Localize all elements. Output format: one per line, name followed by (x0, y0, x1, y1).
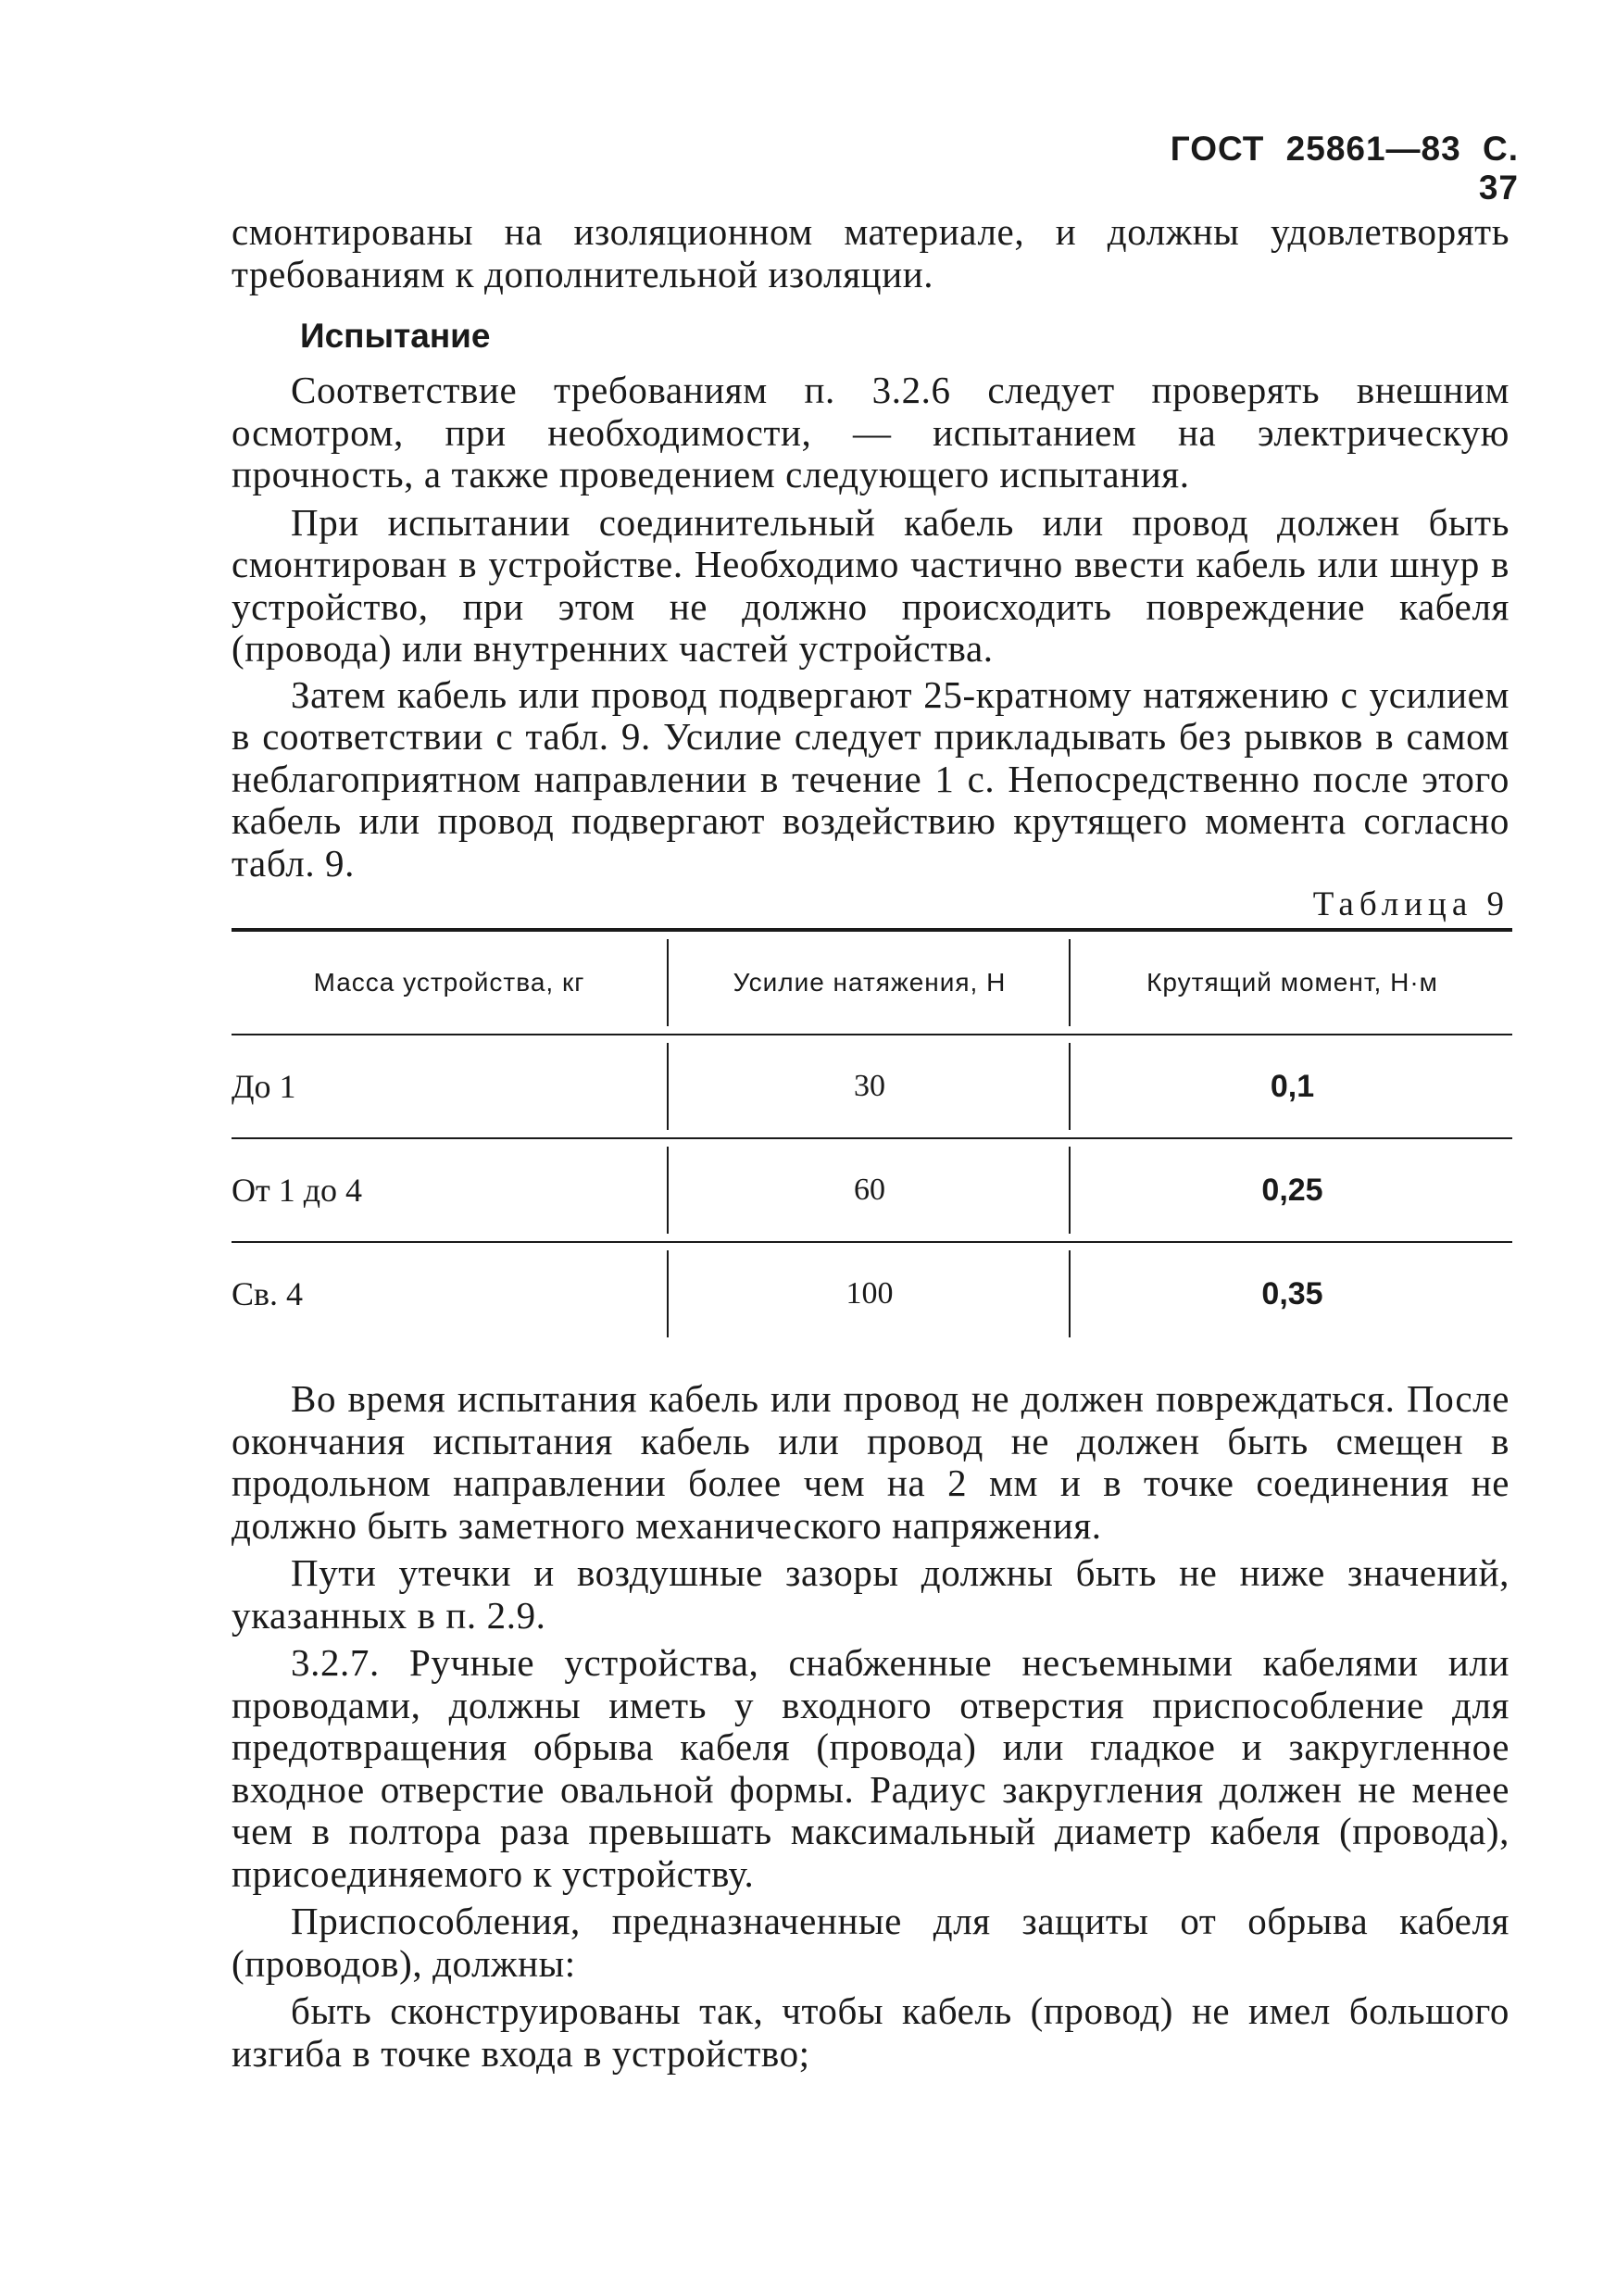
table-caption: Таблица 9 (1312, 885, 1510, 923)
paragraph-1: Соответствие требованиям п. 3.2.6 следует проверять внешним осмотром, при необходимости, — испытанием на электрическую прочность, а также проведением следующего испытания. (232, 369, 1510, 496)
paragraph-8: быть сконструированы так, чтобы кабель (провод) не имел большого изгиба в точке входа в устройство; (232, 1989, 1510, 2075)
page-header (1121, 130, 1519, 207)
paragraph-5: Пути утечки и воздушные зазоры должны быть не ниже значений, указанных в п. 2.9. (232, 1551, 1510, 1637)
section-heading: Испытание (300, 317, 491, 355)
column-divider (1069, 1147, 1071, 1234)
column-divider (667, 939, 669, 1026)
cell-force: 60 (854, 1173, 885, 1207)
text-block-top (232, 211, 1510, 885)
table-row (232, 1035, 1512, 1139)
header-cell-torque: Крутящий момент, Н·м (1146, 968, 1438, 997)
cell-mass: От 1 до 4 (232, 1172, 363, 1209)
column-divider (1069, 1250, 1071, 1337)
header-number: 25861—83 (1285, 130, 1461, 168)
table-row (232, 1139, 1512, 1243)
column-divider (667, 1147, 669, 1234)
column-divider (1069, 939, 1071, 1026)
header-gost: ГОСТ (1170, 130, 1265, 168)
cell-mass: Св. 4 (232, 1275, 304, 1312)
table-row (232, 1243, 1512, 1345)
paragraph-7: Приспособления, предназначенные для защиты от обрыва кабеля (проводов), должны: (232, 1900, 1510, 1985)
paragraph-6: 3.2.7. Ручные устройства, снабженные несъемными кабелями или проводами, должны иметь у входного отверстия приспособление для предотвращения обрыва кабеля (провода) или гладкое и закругленное входное отверстие овальной формы. Радиус закругления должен не менее чем в полтора раза превышать максимальный диаметр кабеля (провода), присоединяемого к устройству. (232, 1641, 1510, 1895)
text-block-bottom (232, 1378, 1510, 2075)
paragraph-4: Во время испытания кабель или провод не должен повреждаться. После окончания испытания кабель или провод не должен быть смещен в продольном направлении более чем на 2 мм и в точке соединения не должно быть заметного механического напряжения. (232, 1377, 1510, 1547)
paragraph-2: При испытании соединительный кабель или провод должен быть смонтирован в устройстве. Необходимо частично ввести кабель или шнур в устройство, при этом не должно происходить повреждение кабеля (провода) или внутренних частей устройства. (232, 500, 1510, 670)
cell-mass: До 1 (232, 1068, 296, 1105)
header-page: С. 37 (1478, 130, 1519, 207)
column-divider (667, 1250, 669, 1337)
cell-torque: 0,1 (1270, 1068, 1315, 1104)
column-divider (667, 1043, 669, 1130)
header-cell-force: Усилие натяжения, Н (733, 968, 1007, 997)
cell-force: 100 (846, 1276, 894, 1311)
cell-force: 30 (854, 1069, 885, 1103)
intro-paragraph: смонтированы на изоляционном материале, и должны удовлетворять требованиям к дополнительной изоляции. (232, 210, 1510, 295)
column-divider (1069, 1043, 1071, 1130)
table-9 (232, 928, 1512, 1345)
paragraph-3: Затем кабель или провод подвергают 25-кратному натяжению с усилием в соответствии с табл. 9. Усилие следует прикладывать без рывков в самом неблагоприятном направлении в течение 1 с. Непосредственно после этого кабель или провод подвергают воздействию крутящего момента согласно табл. 9. (232, 672, 1510, 885)
table-header-row (232, 932, 1512, 1035)
cell-torque: 0,25 (1261, 1172, 1323, 1208)
cell-torque: 0,35 (1261, 1275, 1323, 1311)
header-cell-mass: Масса устройства, кг (313, 968, 585, 997)
